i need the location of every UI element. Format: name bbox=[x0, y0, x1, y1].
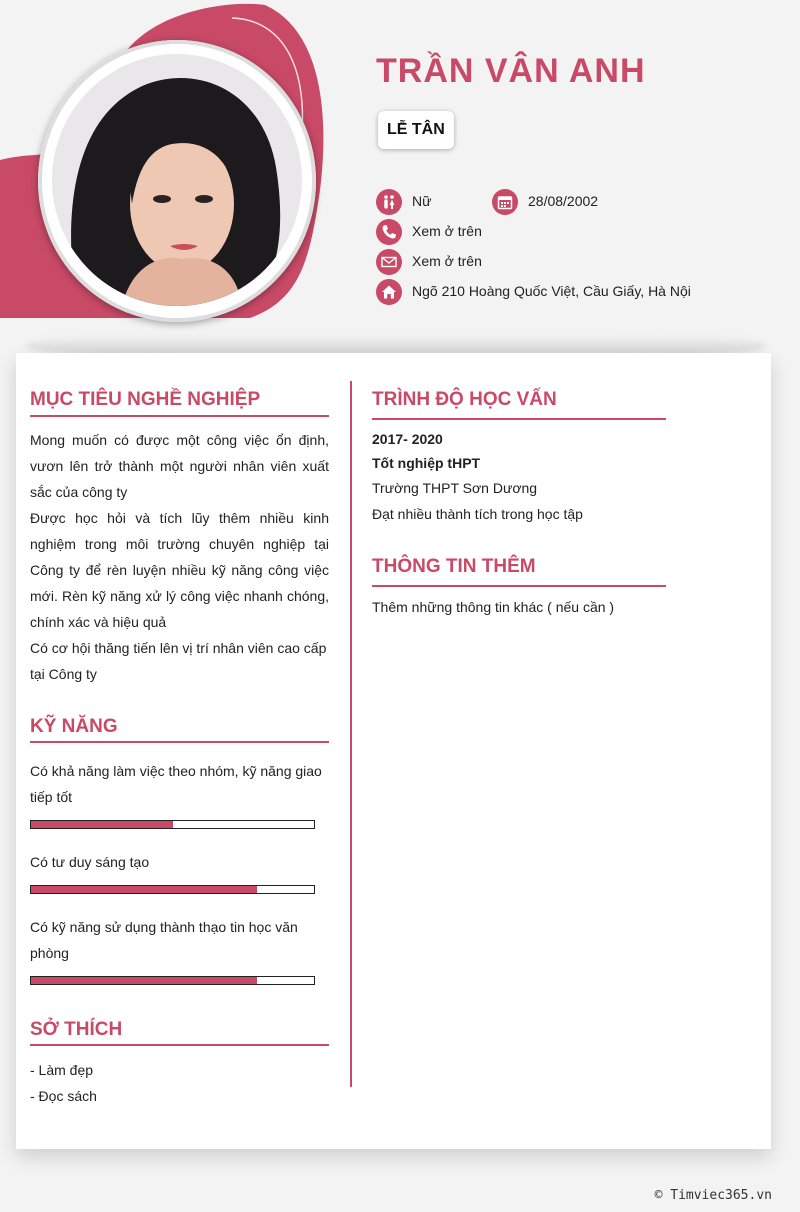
footer-copyright: © Timviec365.vn bbox=[654, 1188, 772, 1203]
skill-bar-fill bbox=[31, 977, 257, 984]
job-title-badge: LỄ TÂN bbox=[378, 111, 454, 149]
address-value: Ngõ 210 Hoàng Quốc Việt, Cầu Giấy, Hà Nội bbox=[412, 283, 691, 299]
skill-bar-fill bbox=[31, 821, 173, 828]
education-rule bbox=[372, 418, 666, 420]
hobbies-title: SỞ THÍCH bbox=[30, 1019, 123, 1040]
hobbies-rule bbox=[30, 1044, 329, 1046]
education-degree: Tốt nghiệp tHPT bbox=[372, 455, 481, 471]
candidate-name: TRẦN VÂN ANH bbox=[376, 52, 646, 90]
objective-rule bbox=[30, 415, 329, 417]
objective-paragraph: Được học hỏi và tích lũy thêm nhiều kinh nghiệm trong môi trường chuyên nghiệp tại Công ty để rèn luyện nhiều kỹ năng công việc mới. Rèn kỹ năng xử lý công việc nhanh chóng, chính xác và hiệu quả bbox=[30, 510, 329, 630]
calendar-icon bbox=[492, 189, 518, 215]
email-value: Xem ở trên bbox=[412, 253, 482, 269]
email-icon bbox=[376, 249, 402, 275]
education-title: TRÌNH ĐỘ HỌC VẤN bbox=[372, 389, 557, 410]
skill-label: Có khả năng làm việc theo nhóm, kỹ năng giao tiếp tốt bbox=[30, 763, 322, 805]
cv-body bbox=[16, 353, 771, 1149]
avatar bbox=[52, 54, 302, 306]
objective-paragraph: Có cơ hội thăng tiến lên vị trí nhân viên cao cấp tại Công ty bbox=[30, 640, 327, 682]
extra-title: THÔNG TIN THÊM bbox=[372, 556, 536, 577]
home-icon bbox=[376, 279, 402, 305]
skills-rule bbox=[30, 741, 329, 743]
skill-bar bbox=[30, 820, 315, 829]
hobby-item: - Làm đẹp bbox=[30, 1062, 94, 1078]
gender-value: Nữ bbox=[412, 193, 432, 209]
objective-paragraph: Mong muốn có được một công việc ổn định, vươn lên trở thành một người nhân viên xuất sắc của công ty bbox=[30, 432, 329, 500]
gender-icon bbox=[376, 189, 402, 215]
phone-icon bbox=[376, 219, 402, 245]
extra-rule bbox=[372, 585, 666, 587]
phone-value: Xem ở trên bbox=[412, 223, 482, 239]
skill-bar-fill bbox=[31, 886, 257, 893]
skill-bar bbox=[30, 885, 315, 894]
extra-text: Thêm những thông tin khác ( nếu cần ) bbox=[372, 599, 615, 615]
objective-title: MỤC TIÊU NGHỀ NGHIỆP bbox=[30, 389, 261, 410]
hobbies-list bbox=[30, 1057, 329, 1109]
skills-title: KỸ NĂNG bbox=[30, 716, 118, 737]
hobby-item: - Đọc sách bbox=[30, 1088, 97, 1104]
education-period: 2017- 2020 bbox=[372, 431, 443, 447]
education-block bbox=[372, 427, 752, 527]
education-note: Đạt nhiều thành tích trong học tập bbox=[372, 506, 583, 522]
objective-text bbox=[30, 427, 329, 687]
skill-label: Có tư duy sáng tạo bbox=[30, 854, 150, 870]
skill-label: Có kỹ năng sử dụng thành thạo tin học văn phòng bbox=[30, 919, 298, 961]
birthday-value: 28/08/2002 bbox=[528, 193, 599, 209]
column-divider bbox=[350, 381, 352, 1087]
skill-bar bbox=[30, 976, 315, 985]
education-school: Trường THPT Sơn Dương bbox=[372, 480, 538, 496]
